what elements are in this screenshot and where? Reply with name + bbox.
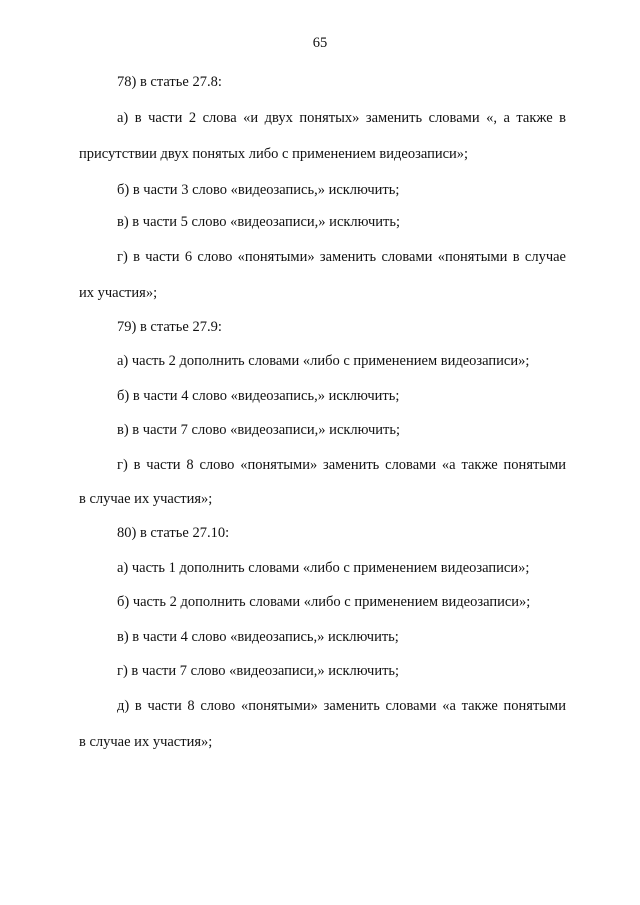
paragraph-79b: б) в части 4 слово «видеозапись,» исключить;	[117, 388, 400, 404]
paragraph-78d-line-2: их участия»;	[79, 285, 158, 301]
paragraph-item-80: 80) в статье 27.10:	[117, 525, 230, 541]
paragraph-80a: а) часть 1 дополнить словами «либо с применением видеозаписи»;	[117, 560, 530, 576]
paragraph-item-79: 79) в статье 27.9:	[117, 319, 222, 335]
paragraph-80e-line-2: в случае их участия»;	[79, 734, 213, 750]
paragraph-80e-line-1: д) в части 8 слово «понятыми» заменить словами «а также понятыми	[117, 698, 566, 714]
paragraph-78b: б) в части 3 слово «видеозапись,» исключить;	[117, 182, 400, 198]
paragraph-79d-line-2: в случае их участия»;	[79, 491, 213, 507]
paragraph-79a: а) часть 2 дополнить словами «либо с применением видеозаписи»;	[117, 353, 530, 369]
paragraph-78c: в) в части 5 слово «видеозаписи,» исключить;	[117, 214, 400, 230]
paragraph-item-78: 78) в статье 27.8:	[117, 74, 222, 90]
paragraph-80d: г) в части 7 слово «видеозаписи,» исключить;	[117, 663, 400, 679]
paragraph-78d-line-1: г) в части 6 слово «понятыми» заменить словами «понятыми в случае	[117, 249, 566, 265]
paragraph-79c: в) в части 7 слово «видеозаписи,» исключить;	[117, 422, 400, 438]
paragraph-78a-line-2: присутствии двух понятых либо с применением видеозаписи»;	[79, 146, 469, 162]
paragraph-78a-line-1: а) в части 2 слова «и двух понятых» заменить словами «, а также в	[117, 110, 566, 126]
paragraph-80b: б) часть 2 дополнить словами «либо с применением видеозаписи»;	[117, 594, 531, 610]
paragraph-79d-line-1: г) в части 8 слово «понятыми» заменить словами «а также понятыми	[117, 457, 566, 473]
paragraph-80c: в) в части 4 слово «видеозапись,» исключить;	[117, 629, 399, 645]
page-number: 65	[312, 35, 328, 51]
